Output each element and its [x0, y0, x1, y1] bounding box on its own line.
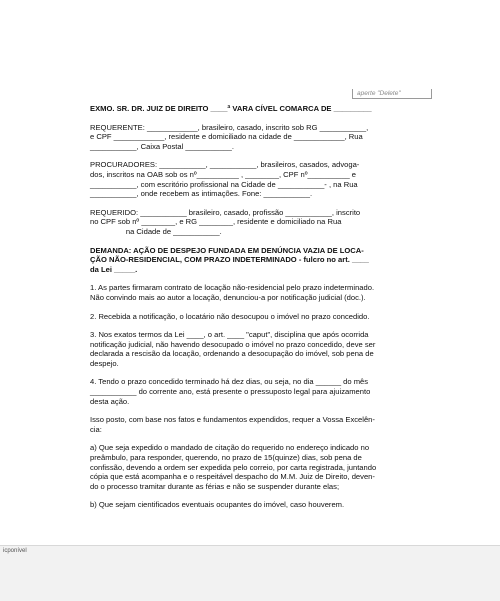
item-4	[90, 377, 408, 406]
pedido-a	[90, 443, 408, 491]
text-line: ___________, com escritório profissional na Cidade de ___________- , na Rua	[90, 179, 358, 189]
text-line: REQUERENTE: ____________, brasileiro, casado, inscrito sob RG ___________,	[90, 122, 369, 132]
text-line: ___________, Caixa Postal ___________.	[90, 141, 234, 151]
text-line: DEMANDA: AÇÃO DE DESPEJO FUNDADA EM DENÚNCIA VAZIA DE LOCA-	[90, 245, 364, 255]
text-line: Isso posto, com base nos fatos e fundamentos expendidos, requer a Vossa Excelên-	[90, 415, 375, 425]
text-line: 1. As partes firmaram contrato de locação não-residencial pelo prazo indeterminado.	[90, 283, 375, 293]
text-line: do o processo tramitar durante as férias e não se suspender durante elas;	[90, 481, 340, 491]
text-line: cia:	[90, 424, 102, 434]
text-line: notificação judicial, não havendo desocupado o imóvel no prazo concedido, deve ser	[90, 339, 376, 349]
text-line: REQUERIDO: ___________ brasileiro, casado, profissão ___________, inscrito	[90, 207, 361, 217]
text-line: preâmbulo, para responder, querendo, no prazo de 15(quinze) dias, sob pena de	[90, 453, 362, 463]
text-line: despejo.	[90, 358, 119, 368]
text-line: a) Que seja expedido o mandado de citação do requerido no endereço indicado no	[90, 443, 370, 453]
footer-bar	[0, 545, 500, 601]
item-1	[90, 283, 408, 302]
text-line: da Lei _____.	[90, 264, 138, 274]
text-line: confissão, devendo a ordem ser expedida pelo correio, por carta registrada, juntando	[90, 462, 377, 472]
text-line: 2. Recebida a notificação, o locatário não desocupou o imóvel no prazo concedido.	[90, 311, 370, 321]
text-line: ÇÃO NÃO-RESIDENCIAL, COM PRAZO INDETERMINADO - fulcro no art. ____	[90, 255, 369, 265]
text-line: desta ação.	[90, 396, 130, 406]
pedido-b	[90, 500, 408, 510]
text-line: b) Que sejam cientificados eventuais ocupantes do imóvel, caso houverem.	[90, 500, 345, 510]
item-3	[90, 330, 408, 368]
requerido-block	[90, 208, 408, 237]
text-line: no CPF sob nº ________, e RG ________, residente e domiciliado na Rua	[90, 217, 342, 227]
delete-hint-field[interactable]	[352, 89, 432, 99]
text-line: 4. Tendo o prazo concedido terminado há dez dias, ou seja, no dia ______ do mês	[90, 377, 369, 387]
requerente-block	[90, 123, 408, 152]
demanda-block	[90, 246, 408, 275]
petition-heading: EXMO. SR. DR. JUIZ DE DIREITO ____ª VARA CÍVEL COMARCA DE _________	[90, 104, 372, 113]
item-2	[90, 312, 408, 322]
delete-hint-text: aperte "Delete"	[357, 90, 401, 97]
isso-posto-block	[90, 415, 408, 434]
footer-label: icponível	[3, 548, 27, 554]
text-line: Não convindo mais ao autor a locação, denunciou-a por notificação judicial (doc.).	[90, 292, 366, 302]
petition-body	[90, 104, 408, 510]
text-line: dos, inscritos na OAB sob os nº__________ , ________, CPF nº__________ e	[90, 169, 357, 179]
text-line: na Cidade de ___________.	[90, 226, 222, 236]
procuradores-block	[90, 160, 408, 198]
text-line: ___________, onde recebem as intimações. Fone: ___________.	[90, 189, 313, 199]
text-line: ___________ do corrente ano, está presente o pressuposto legal para ajuizamento	[90, 387, 371, 397]
text-line: cópia que está acompanha e o respeitável despacho do M.M. Juiz de Direito, deven-	[90, 472, 375, 482]
text-line: e CPF ____________, residente e domiciliado na cidade de ____________, Rua	[90, 132, 363, 142]
text-line: declarada a rescisão da locação, ordenando a desocupação do imóvel, sob pena de	[90, 349, 374, 359]
text-line: PROCURADORES: ___________, ___________, brasileiros, casados, advoga-	[90, 160, 360, 170]
text-line: 3. Nos exatos termos da Lei ____, o art. ____ "caput", disciplina que após ocorrida	[90, 330, 369, 340]
